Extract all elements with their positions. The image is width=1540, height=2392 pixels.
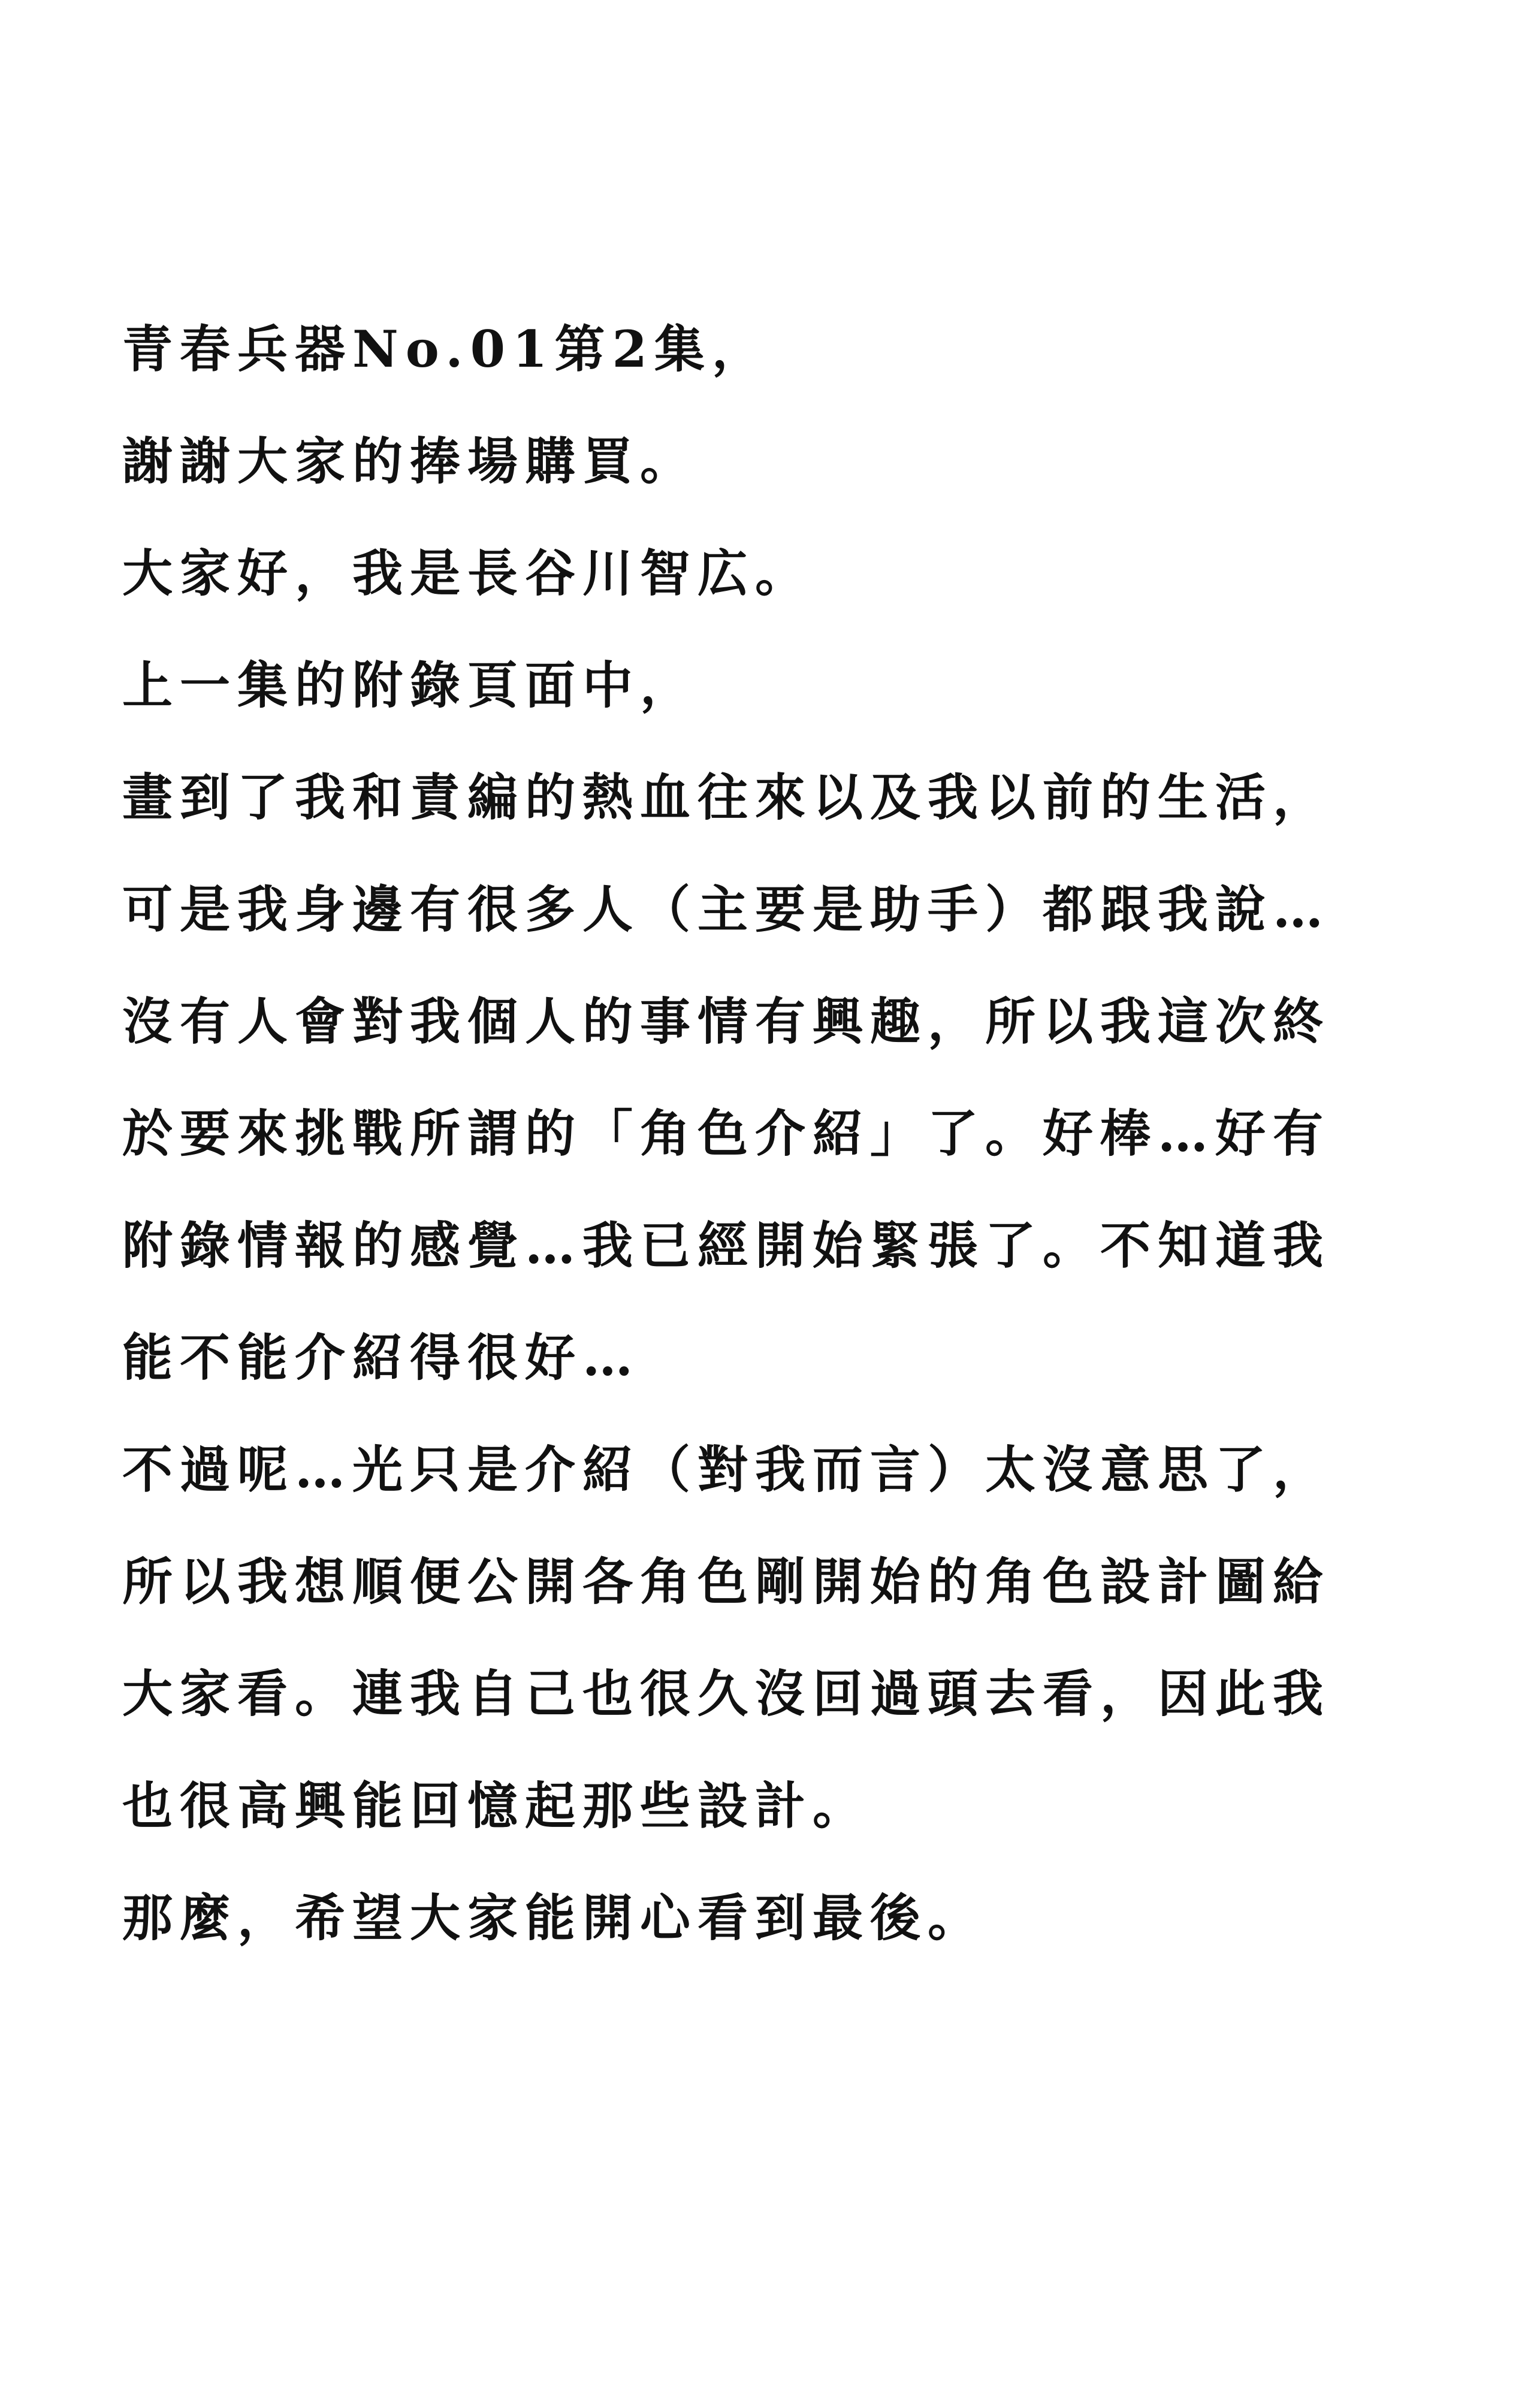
text-line: 大家看。連我自己也很久沒回過頭去看，因此我: [122, 1664, 1331, 1723]
text-line: 上一集的附錄頁面中，: [122, 656, 698, 715]
text-line: 所以我想順便公開各角色剛開始的角色設計圖給: [122, 1552, 1331, 1611]
text-line: 於要來挑戰所謂的「角色介紹」了。好棒…好有: [122, 1104, 1331, 1163]
afterword-text: [122, 316, 1417, 1997]
text-line: 大家好，我是長谷川智広。: [122, 543, 813, 603]
text-line: 也很高興能回憶起那些設計。: [122, 1776, 871, 1835]
text-line: 能不能介紹得很好…: [122, 1328, 641, 1387]
text-line: 畫到了我和責編的熱血往來以及我以前的生活，: [122, 768, 1331, 827]
text-line: 沒有人會對我個人的事情有興趣，所以我這次終: [122, 992, 1331, 1051]
text-line: 那麼，希望大家能開心看到最後。: [122, 1888, 986, 1947]
text-line: 可是我身邊有很多人（主要是助手）都跟我說…: [122, 880, 1331, 939]
text-line: 青春兵器No.01第2集，: [122, 319, 769, 379]
text-line: 不過呢…光只是介紹（對我而言）太沒意思了，: [122, 1440, 1331, 1499]
text-line: 謝謝大家的捧場購買。: [122, 431, 698, 491]
text-line: 附錄情報的感覺…我已經開始緊張了。不知道我: [122, 1216, 1331, 1275]
